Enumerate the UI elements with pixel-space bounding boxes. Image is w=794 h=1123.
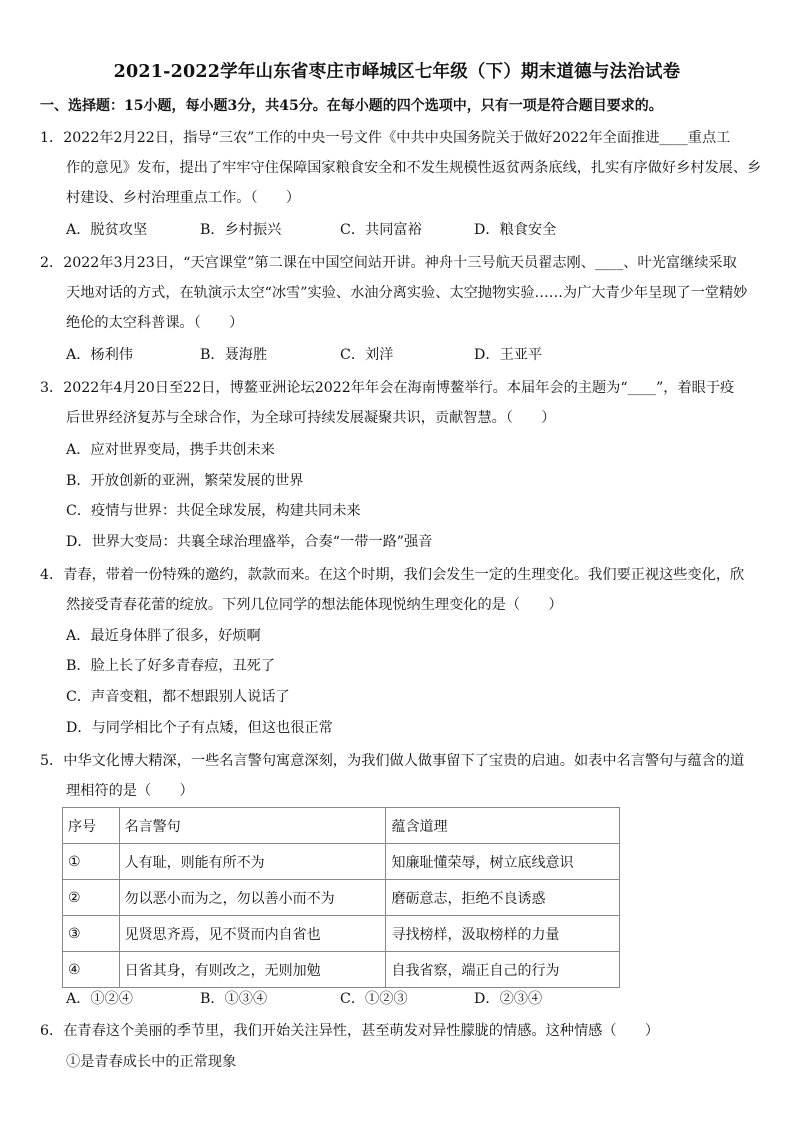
q2-option-a[interactable]: A．杨利伟 (66, 347, 133, 363)
table-cell: 日省其身，有则改之，无则加勉 (119, 952, 386, 988)
q2-option-d[interactable]: D．王亚平 (474, 347, 543, 363)
q4-option-b[interactable]: B．脸上长了好多青春痘，丑死了 (66, 658, 276, 674)
q4-line-1: 4．青春，带着一份特殊的邀约，款款而来。在这个时期，我们会发生一定的生理变化。我们要正视这些变化，欣 (40, 567, 745, 583)
q6-sub-item-1: ①是青春成长中的正常现象 (66, 1054, 237, 1070)
q1-option-a[interactable]: A．脱贫攻坚 (66, 222, 148, 238)
table-header-cell: 名言警句 (119, 808, 386, 844)
q2-line-2: 天地对话的方式，在轨演示太空“冰雪”实验、水油分离实验、太空抛物实验……为广大青少年呈现了一堂精妙 (66, 285, 748, 301)
table-cell: 人有耻，则能有所不为 (119, 844, 386, 880)
section-heading: 一、选择题：15小题，每小题3分，共45分。在每小题的四个选项中，只有一项是符合题目要求的。 (40, 98, 663, 114)
q3-option-c[interactable]: C．疫情与世界：共促全球发展，构建共同未来 (66, 503, 361, 519)
table-row (63, 952, 620, 988)
q1-option-c[interactable]: C．共同富裕 (340, 222, 422, 238)
table-cell: 见贤思齐焉，见不贤而内自省也 (119, 916, 386, 952)
q3-line-2: 后世界经济复苏与全球合作，为全球可持续发展凝聚共识，贡献智慧。（ ） (66, 410, 556, 426)
table-cell: ② (63, 880, 120, 916)
table-header-cell: 序号 (63, 808, 120, 844)
q3-option-a[interactable]: A．应对世界变局，携手共创未来 (66, 442, 275, 458)
q3-line-1: 3．2022年4月20日至22日，博鳌亚洲论坛2022年年会在海南博鳌举行。本届年会的主题为“____”，着眼于疫 (40, 380, 735, 396)
proverb-table (62, 807, 620, 988)
table-row (63, 844, 620, 880)
table-cell: 知廉耻懂荣辱，树立底线意识 (386, 844, 620, 880)
table-cell: ④ (63, 952, 120, 988)
q1-line-2: 作的意见》发布，提出了牢牢守住保障国家粮食安全和不发生规模性返贫两条底线，扎实有序做好乡村发展、乡 (66, 160, 762, 176)
q4-option-c[interactable]: C．声音变粗，都不想跟别人说话了 (66, 689, 290, 705)
q2-option-c[interactable]: C．刘洋 (340, 347, 394, 363)
exam-title: 2021-2022学年山东省枣庄市峄城区七年级（下）期末道德与法治试卷 (113, 62, 681, 82)
q5-option-a[interactable]: A．①②④ (66, 991, 133, 1007)
q1-option-d[interactable]: D．粮食安全 (474, 222, 557, 238)
q1-line-3: 村建设、乡村治理重点工作。（ ） (66, 190, 301, 206)
table-cell: 勿以恶小而为之，勿以善小而不为 (119, 880, 386, 916)
q4-line-2: 然接受青春花蕾的绽放。下列几位同学的想法能体现悦纳生理变化的是（ ） (66, 597, 563, 613)
q5-line-2: 理相符的是（ ） (66, 783, 194, 799)
q5-option-c[interactable]: C．①②③ (340, 991, 408, 1007)
q5-line-1: 5．中华文化博大精深，一些名言警句寓意深刻，为我们做人做事留下了宝贵的启迪。如表中名言警句与蕴含的道 (40, 753, 745, 769)
q3-option-b[interactable]: B．开放创新的亚洲，繁荣发展的世界 (66, 473, 304, 489)
table-cell: 寻找榜样，汲取榜样的力量 (386, 916, 620, 952)
q5-option-b[interactable]: B．①③④ (200, 991, 268, 1007)
table-cell: 磨砺意志，拒绝不良诱惑 (386, 880, 620, 916)
table-header-cell: 蕴含道理 (386, 808, 620, 844)
q2-line-1: 2．2022年3月23日，“天宫课堂”第二课在中国空间站开讲。神舟十三号航天员翟志刚、____、叶光富继续采取 (40, 255, 737, 271)
table-row (63, 880, 620, 916)
q4-option-d[interactable]: D．与同学相比个子有点矮，但这也很正常 (66, 720, 333, 736)
q4-option-a[interactable]: A．最近身体胖了很多，好烦啊 (66, 628, 261, 644)
table-row (63, 916, 620, 952)
q5-option-d[interactable]: D．②③④ (474, 991, 543, 1007)
q1-line-1: 1．2022年2月22日，指导“三农”工作的中央一号文件《中共中央国务院关于做好2022年全面推进____重点工 (40, 130, 731, 146)
table-cell: ③ (63, 916, 120, 952)
table-cell: 自我省察，端正自己的行为 (386, 952, 620, 988)
q2-option-b[interactable]: B．聂海胜 (200, 347, 268, 363)
q3-option-d[interactable]: D．世界大变局：共襄全球治理盛举，合奏“一带一路”强音 (66, 534, 433, 550)
q6-line-1: 6．在青春这个美丽的季节里，我们开始关注异性，甚至萌发对异性朦胧的情感。这种情感（ ） (40, 1023, 660, 1039)
q1-option-b[interactable]: B．乡村振兴 (200, 222, 282, 238)
q2-line-3: 绝伦的太空科普课。（ ） (66, 315, 244, 331)
table-header-row (63, 808, 620, 844)
table-cell: ① (63, 844, 120, 880)
